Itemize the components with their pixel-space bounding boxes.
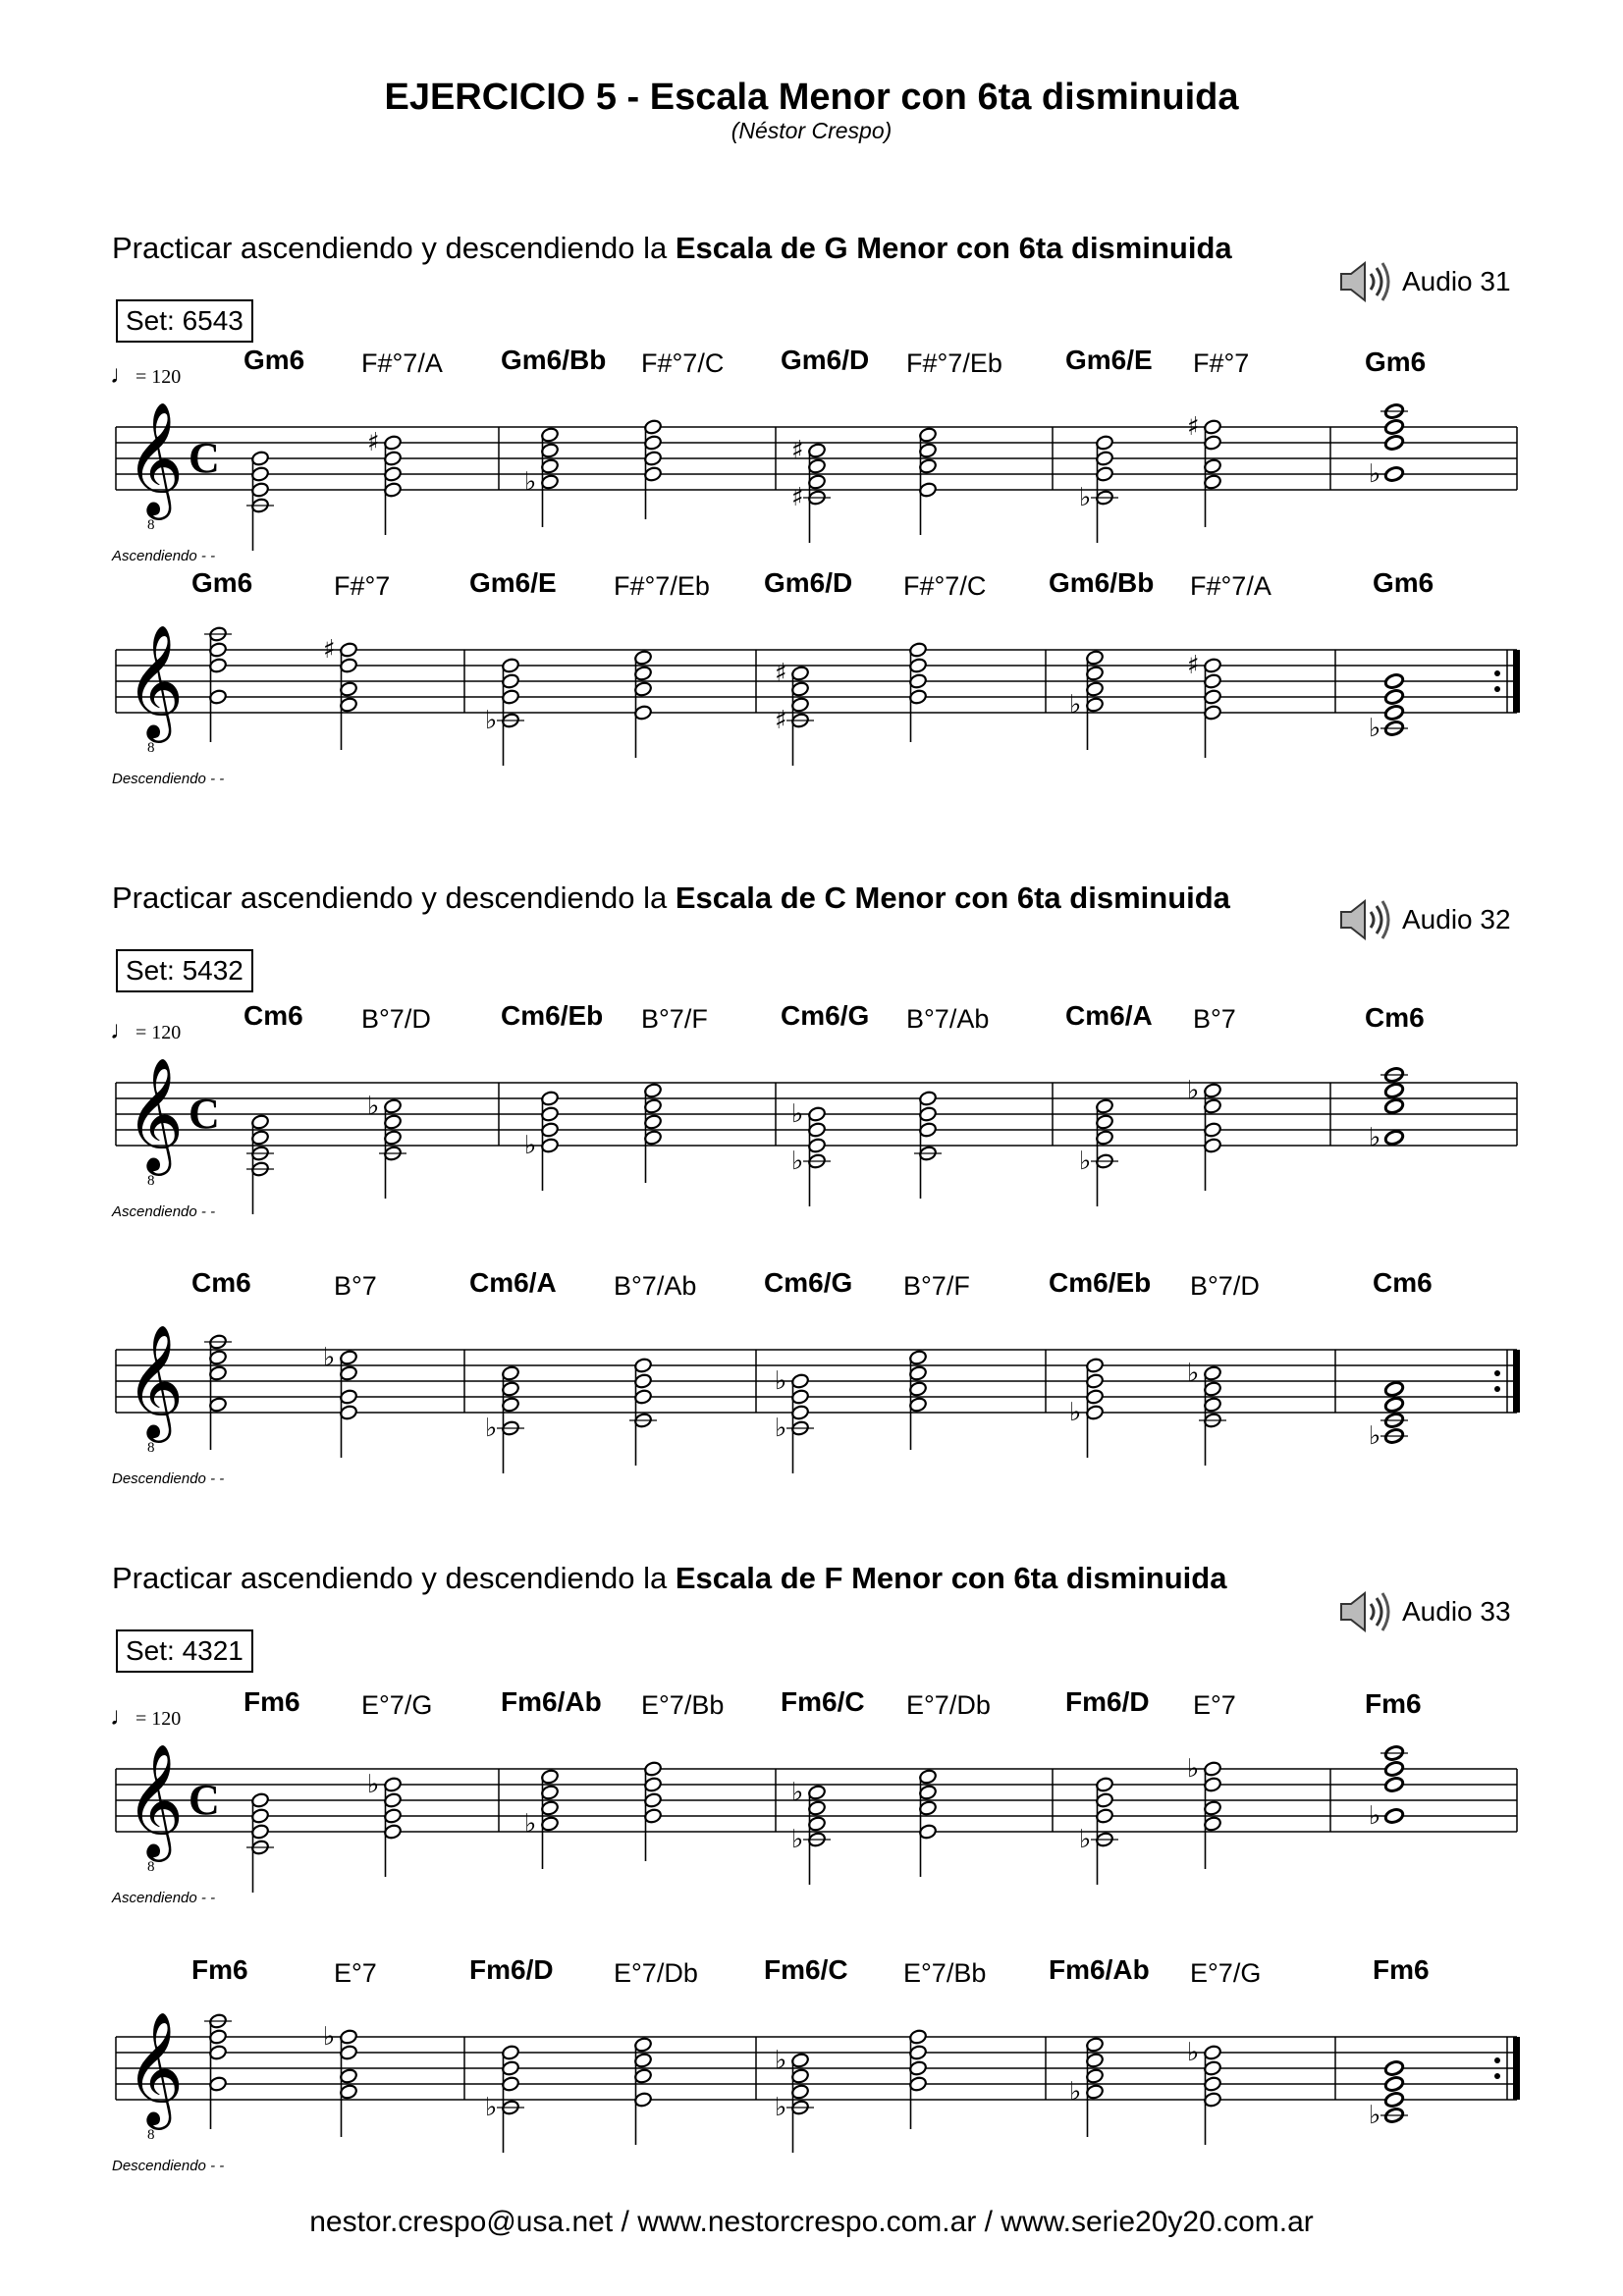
flat-icon: ♭	[791, 1778, 804, 1807]
sharp-icon: ♯	[323, 635, 336, 665]
chord-symbol: Cm6/A	[469, 1267, 557, 1298]
chord-symbol: E°7	[1193, 1690, 1236, 1720]
flat-icon: ♭	[1079, 1147, 1092, 1176]
flat-icon: ♭	[1069, 2077, 1082, 2107]
octave-mark-icon: 8	[147, 1173, 155, 1189]
flat-icon: ♭	[791, 1825, 804, 1854]
chord-symbol: Cm6	[1365, 1002, 1425, 1033]
sharp-icon: ♯	[775, 706, 787, 735]
audio-label: Audio 32	[1402, 904, 1511, 934]
descending-label: Descendiendo - -	[112, 2158, 225, 2174]
sharp-icon: ♯	[791, 483, 804, 512]
octave-mark-icon: 8	[147, 1440, 155, 1456]
chord-symbol: Cm6	[1373, 1267, 1433, 1298]
audio-label: Audio 33	[1402, 1596, 1511, 1627]
music-staff	[0, 1978, 1623, 2174]
music-staff	[0, 1024, 1623, 1220]
flat-icon: ♭	[1187, 1076, 1200, 1105]
chord-symbol: F#°7/A	[1190, 571, 1271, 601]
chord-symbol: E°7/Db	[614, 1958, 698, 1988]
chord-symbol: Fm6/D	[1065, 1686, 1150, 1717]
chord-symbol: Cm6	[243, 1000, 303, 1031]
page-author: (Néstor Crespo)	[730, 118, 893, 143]
treble-clef-icon: 𝄞	[126, 1742, 185, 1857]
chord-symbol: Gm6/E	[469, 567, 557, 598]
chord-symbol: Fm6	[191, 1954, 248, 1985]
flat-icon: ♭	[1079, 1825, 1092, 1854]
chord-symbol: Fm6/Ab	[1049, 1954, 1150, 1985]
chord-symbol: Gm6	[243, 345, 305, 375]
chord-symbol: B°7/Ab	[906, 1004, 990, 1034]
music-staff	[0, 368, 1623, 564]
chord-symbol: Gm6/Bb	[1049, 567, 1155, 598]
chord-symbol: Cm6	[191, 1267, 251, 1298]
treble-clef-icon: 𝄞	[126, 400, 185, 515]
chord-symbol: Cm6/G	[764, 1267, 853, 1298]
flat-icon: ♭	[485, 706, 498, 735]
quarter-note-icon: ♩	[110, 1702, 135, 1731]
flat-icon: ♭	[1187, 2038, 1200, 2067]
octave-mark-icon: 8	[147, 1859, 155, 1875]
treble-clef-icon: 𝄞	[126, 2010, 185, 2125]
exercise-instruction	[112, 231, 1232, 266]
chord-symbol: E°7	[334, 1958, 377, 1988]
flat-icon: ♭	[323, 2022, 336, 2052]
chord-symbol: E°7/G	[1190, 1958, 1262, 1988]
flat-icon: ♭	[524, 1131, 537, 1160]
instruction-scale-name: Escala de C Menor con 6ta disminuida	[675, 881, 1230, 915]
chord-symbol: B°7/F	[903, 1271, 970, 1301]
chord-symbol: Cm6/A	[1065, 1000, 1153, 1031]
footer-links: nestor.crespo@usa.net / www.nestorcrespo.com.ar / www.serie20y20.com.ar	[309, 2206, 1314, 2238]
flat-icon: ♭	[1187, 1359, 1200, 1388]
descending-label: Descendiendo - -	[112, 771, 225, 787]
audio-button[interactable]	[1337, 1590, 1511, 1633]
chord-symbol: F#°7/A	[361, 348, 443, 378]
sharp-icon: ♯	[791, 436, 804, 465]
flat-icon: ♭	[1069, 690, 1082, 720]
flat-icon: ♭	[1069, 1398, 1082, 1427]
chord-symbol: Fm6/Ab	[501, 1686, 602, 1717]
chord-symbol: B°7/Ab	[614, 1271, 697, 1301]
treble-clef-icon: 𝄞	[126, 623, 185, 738]
tempo-value: = 120	[135, 1708, 182, 1730]
flat-icon: ♭	[323, 1343, 336, 1372]
chord-symbol: Gm6/Bb	[501, 345, 607, 375]
flat-icon: ♭	[1079, 483, 1092, 512]
chord-symbol: B°7/F	[641, 1004, 708, 1034]
chord-symbol: F#°7/Eb	[906, 348, 1002, 378]
chord-symbol: Fm6	[1373, 1954, 1430, 1985]
set-label: Set: 5432	[116, 949, 253, 992]
exercise-instruction	[112, 1561, 1226, 1596]
chord-symbol: Gm6	[1373, 567, 1434, 598]
ascending-label: Ascendiendo - -	[112, 1203, 216, 1220]
quarter-note-icon: ♩	[110, 360, 135, 389]
flat-icon: ♭	[775, 2093, 787, 2122]
flat-icon: ♭	[1187, 1754, 1200, 1784]
chord-symbol: Cm6/G	[781, 1000, 870, 1031]
flat-icon: ♭	[775, 1414, 787, 1443]
flat-icon: ♭	[1369, 714, 1381, 743]
chord-symbol: Gm6/D	[781, 345, 870, 375]
ascending-label: Ascendiendo - -	[112, 548, 216, 564]
flat-icon: ♭	[1369, 459, 1381, 489]
octave-mark-icon: 8	[147, 740, 155, 756]
chord-symbol: F#°7/Eb	[614, 571, 710, 601]
flat-icon: ♭	[1369, 1123, 1381, 1152]
sharp-icon: ♯	[1187, 412, 1200, 442]
common-time-icon: C	[189, 1776, 220, 1824]
octave-mark-icon: 8	[147, 2127, 155, 2143]
flat-icon: ♭	[1369, 2101, 1381, 2130]
chord-symbol: B°7/D	[1190, 1271, 1260, 1301]
music-staff	[0, 591, 1623, 787]
descending-label: Descendiendo - -	[112, 1470, 225, 1487]
common-time-icon: C	[189, 1090, 220, 1138]
chord-symbol: B°7	[334, 1271, 377, 1301]
chord-symbol: Cm6/Eb	[1049, 1267, 1152, 1298]
chord-symbol: E°7/G	[361, 1690, 433, 1720]
audio-button[interactable]	[1337, 898, 1511, 941]
set-label: Set: 4321	[116, 1629, 253, 1673]
flat-icon: ♭	[1369, 1801, 1381, 1831]
chord-symbol: F#°7	[334, 571, 391, 601]
chord-symbol: E°7/Bb	[641, 1690, 725, 1720]
chord-symbol: F#°7/C	[641, 348, 725, 378]
chord-symbol: Fm6/D	[469, 1954, 554, 1985]
audio-button[interactable]	[1337, 260, 1511, 303]
flat-icon: ♭	[524, 1809, 537, 1839]
common-time-icon: C	[189, 434, 220, 482]
ascending-label: Ascendiendo - -	[112, 1890, 216, 1906]
chord-symbol: Gm6/E	[1065, 345, 1153, 375]
chord-symbol: Fm6	[243, 1686, 300, 1717]
flat-icon: ♭	[485, 1414, 498, 1443]
instruction-text: Practicar ascendiendo y descendiendo la	[112, 231, 676, 265]
exercise-instruction	[112, 881, 1230, 916]
instruction-text: Practicar ascendiendo y descendiendo la	[112, 881, 676, 915]
flat-icon: ♭	[791, 1099, 804, 1129]
treble-clef-icon: 𝄞	[126, 1323, 185, 1438]
chord-symbol: E°7/Db	[906, 1690, 991, 1720]
instruction-text: Practicar ascendiendo y descendiendo la	[112, 1561, 676, 1595]
audio-label: Audio 31	[1402, 266, 1511, 296]
chord-symbol: B°7/D	[361, 1004, 431, 1034]
chord-symbol: E°7/Bb	[903, 1958, 987, 1988]
chord-symbol: B°7	[1193, 1004, 1236, 1034]
chord-symbol: Gm6	[1365, 347, 1427, 377]
flat-icon: ♭	[524, 467, 537, 497]
music-staff	[0, 1291, 1623, 1487]
sharp-icon: ♯	[1187, 651, 1200, 680]
chord-symbol: F#°7	[1193, 348, 1250, 378]
flat-icon: ♭	[485, 2093, 498, 2122]
quarter-note-icon: ♩	[110, 1016, 135, 1044]
chord-symbol: Fm6/C	[781, 1686, 865, 1717]
chord-symbol: Fm6/C	[764, 1954, 848, 1985]
set-label: Set: 6543	[116, 299, 253, 343]
octave-mark-icon: 8	[147, 517, 155, 533]
sharp-icon: ♯	[775, 659, 787, 688]
speaker-icon	[1337, 260, 1392, 303]
page-title: EJERCICIO 5 - Escala Menor con 6ta disminuida	[384, 77, 1239, 118]
music-staff	[0, 1710, 1623, 1906]
treble-clef-icon: 𝄞	[126, 1056, 185, 1171]
chord-symbol: F#°7/C	[903, 571, 987, 601]
chord-symbol: Gm6/D	[764, 567, 853, 598]
sharp-icon: ♯	[367, 428, 380, 457]
chord-symbol: Fm6	[1365, 1688, 1422, 1719]
instruction-scale-name: Escala de F Menor con 6ta disminuida	[675, 1561, 1227, 1595]
instruction-scale-name: Escala de G Menor con 6ta disminuida	[675, 231, 1232, 265]
speaker-icon	[1337, 1590, 1392, 1633]
flat-icon: ♭	[367, 1770, 380, 1799]
chord-symbol: Cm6/Eb	[501, 1000, 604, 1031]
flat-icon: ♭	[1369, 1421, 1381, 1451]
flat-icon: ♭	[367, 1092, 380, 1121]
tempo-value: = 120	[135, 366, 182, 388]
chord-symbol: Gm6	[191, 567, 253, 598]
speaker-icon	[1337, 898, 1392, 941]
flat-icon: ♭	[791, 1147, 804, 1176]
flat-icon: ♭	[775, 1366, 787, 1396]
flat-icon: ♭	[775, 2046, 787, 2075]
tempo-value: = 120	[135, 1022, 182, 1043]
